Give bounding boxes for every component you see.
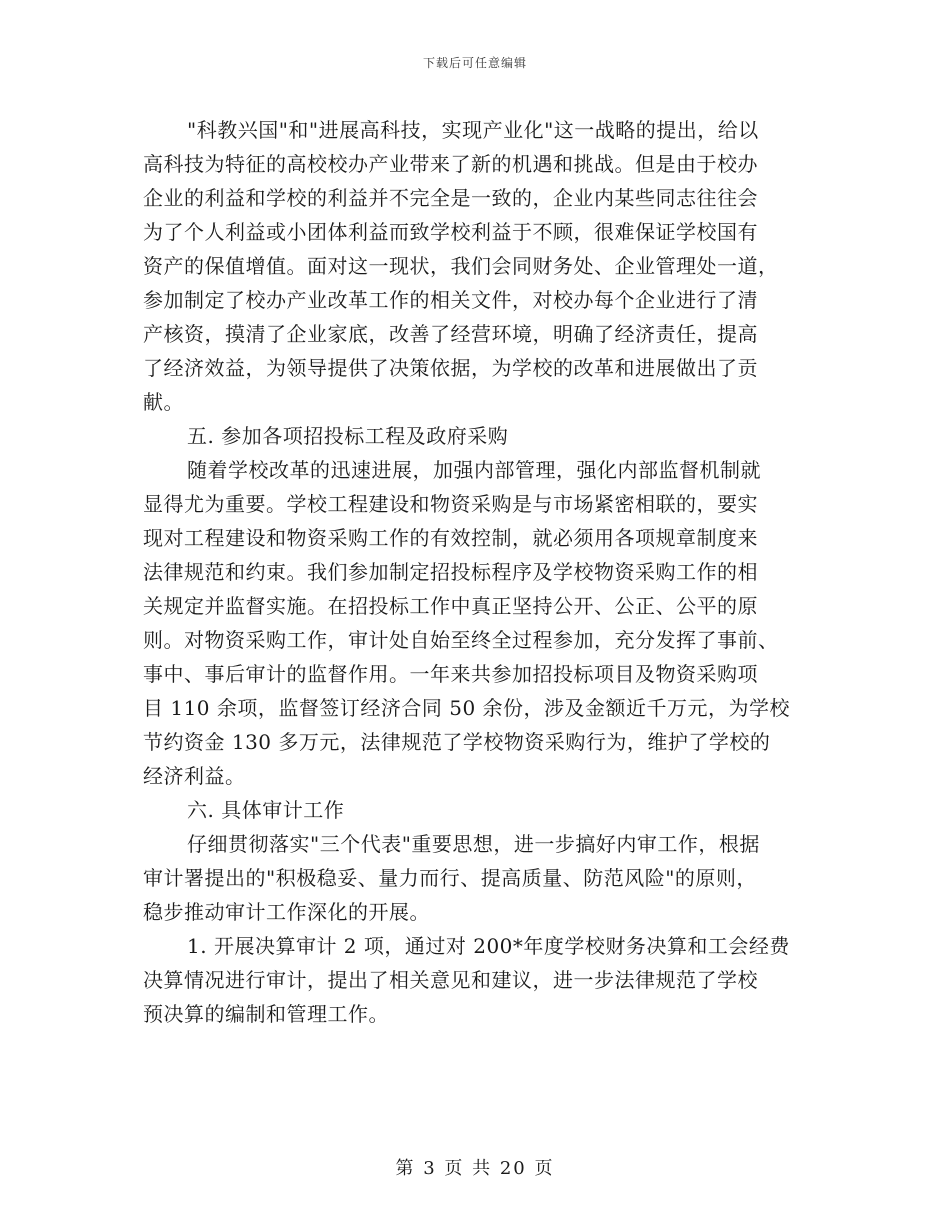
text-line: 1. 开展决算审计 2 项，通过对 200*年度学校财务决算和工会经费 xyxy=(187,934,790,958)
text-line: 献。 xyxy=(143,390,184,414)
text-line: 随着学校改革的迅速进展，加强内部管理，强化内部监督机制就 xyxy=(187,458,761,482)
text-line: 决算情况进行审计，提出了相关意见和建议，进一步法律规范了学校 xyxy=(143,968,758,992)
section-heading: 五. 参加各项招投标工程及政府采购 xyxy=(187,424,509,448)
text-line: 产核资，摸清了企业家底，改善了经营环境，明确了经济责任，提高 xyxy=(143,322,758,346)
text-line: 审计署提出的"积极稳妥、量力而行、提高质量、防范风险"的原则， xyxy=(143,866,757,890)
page-header: 下载后可任意编辑 xyxy=(422,56,527,70)
text-line: 法律规范和约束。我们参加制定招投标程序及学校物资采购工作的相 xyxy=(143,560,758,584)
text-line: 则。对物资采购工作，审计处自始至终全过程参加，充分发挥了事前、 xyxy=(143,628,779,652)
text-line: 资产的保值增值。面对这一现状，我们会同财务处、企业管理处一道， xyxy=(143,254,779,278)
text-line: 了经济效益，为领导提供了决策依据，为学校的改革和进展做出了贡 xyxy=(143,356,758,380)
text-line: 企业的利益和学校的利益并不完全是一致的，企业内某些同志往往会 xyxy=(143,186,758,210)
text-line: "科教兴国"和"进展高科技，实现产业化"这一战略的提出，给以 xyxy=(187,118,759,142)
text-line: 经济利益。 xyxy=(143,764,246,788)
text-line: 现对工程建设和物资采购工作的有效控制，就必须用各项规章制度来 xyxy=(143,526,758,550)
text-line: 关规定并监督实施。在招投标工作中真正坚持公开、公正、公平的原 xyxy=(143,594,758,618)
text-line: 高科技为特征的高校校办产业带来了新的机遇和挑战。但是由于校办 xyxy=(143,152,758,176)
text-line: 仔细贯彻落实"三个代表"重要思想，进一步搞好内审工作，根据 xyxy=(187,832,760,856)
text-line: 节约资金 130 多万元，法律规范了学校物资采购行为，维护了学校的 xyxy=(143,730,771,754)
text-line: 目 110 余项，监督签订经济合同 50 余份，涉及金额近千万元，为学校 xyxy=(143,696,791,720)
text-line: 参加制定了校办产业改革工作的相关文件，对校办每个企业进行了清 xyxy=(143,288,758,312)
text-line: 预决算的编制和管理工作。 xyxy=(143,1002,389,1026)
text-line: 稳步推动审计工作深化的开展。 xyxy=(143,900,430,924)
text-line: 显得尤为重要。学校工程建设和物资采购是与市场紧密相联的，要实 xyxy=(143,492,758,516)
text-line: 为了个人利益或小团体利益而致学校利益于不顾，很难保证学校国有 xyxy=(143,220,758,244)
text-line: 事中、事后审计的监督作用。一年来共参加招投标项目及物资采购项 xyxy=(143,662,758,686)
page-footer: 第 3 页 共 20 页 xyxy=(395,1158,555,1179)
section-heading: 六. 具体审计工作 xyxy=(187,798,345,822)
document-body xyxy=(143,113,803,1031)
